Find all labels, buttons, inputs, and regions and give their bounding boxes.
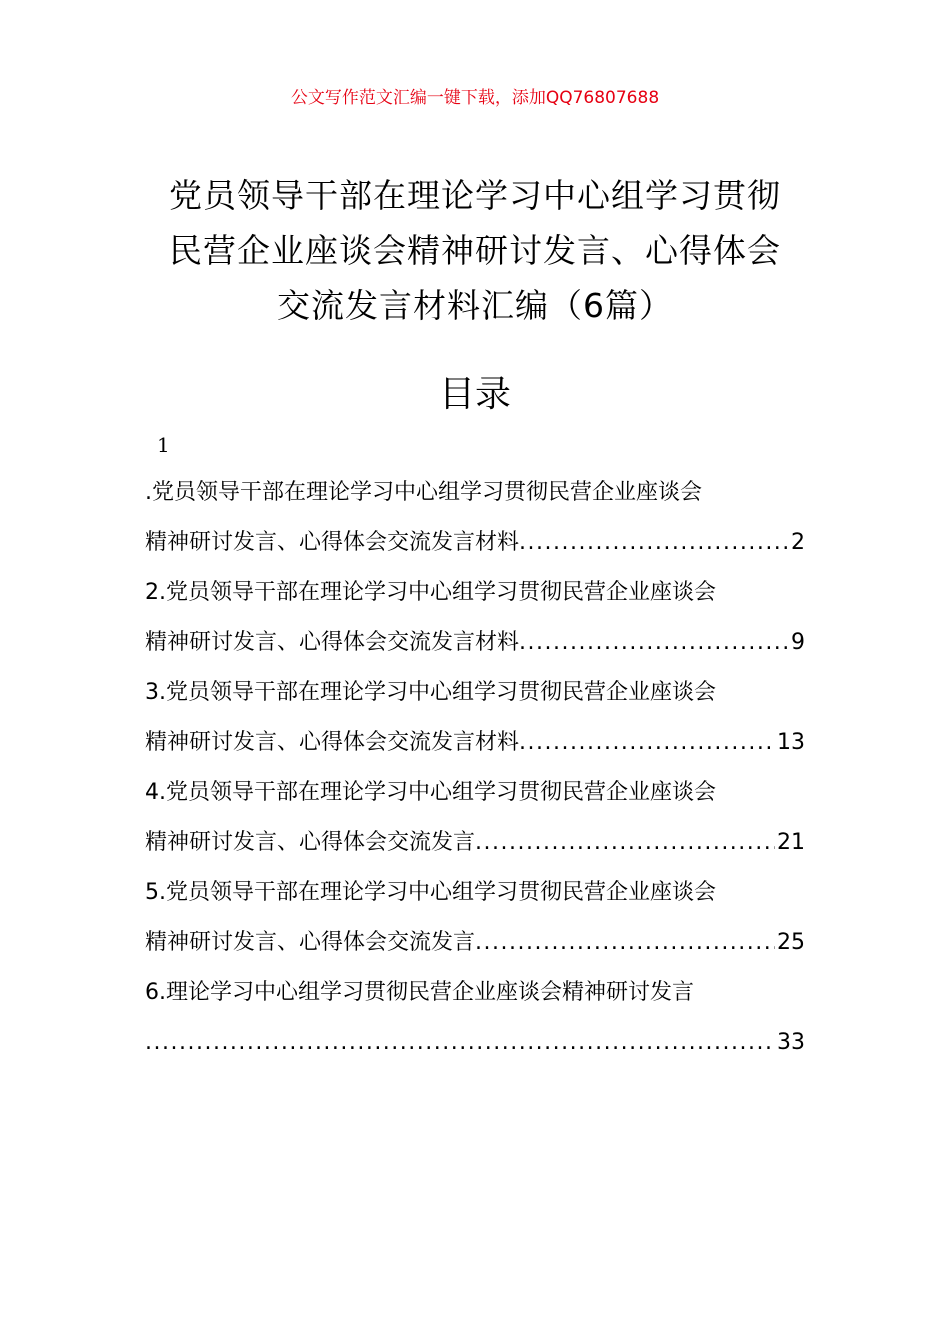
toc-entry-title: 3.党员领导干部在理论学习中心组学习贯彻民营企业座谈会 (145, 680, 716, 705)
toc-page-number: 21 (777, 830, 805, 855)
toc-entry[interactable] (145, 868, 805, 968)
toc-leader-dots (519, 518, 789, 568)
toc-heading: 目录 (438, 374, 511, 415)
toc-leader-dots (519, 618, 789, 668)
toc-entry-title: 4.党员领导干部在理论学习中心组学习贯彻民营企业座谈会 (145, 780, 716, 805)
toc-entry-title: .党员领导干部在理论学习中心组学习贯彻民营企业座谈会 (145, 480, 702, 505)
toc-page-number: 9 (791, 630, 805, 655)
toc-entry[interactable] (145, 568, 805, 668)
toc-entry-title-cont: 精神研讨发言、心得体会交流发言 (145, 930, 476, 955)
toc-entry[interactable] (145, 668, 805, 768)
toc-entry-title-cont: 精神研讨发言、心得体会交流发言 (145, 830, 476, 855)
header-note: 公文写作范文汇编一键下载，添加QQ76807688 (290, 88, 660, 108)
toc-page-number: 2 (791, 530, 805, 555)
toc-entry[interactable] (145, 768, 805, 868)
toc-leader-dots (475, 918, 775, 968)
toc-entry-title: 5.党员领导干部在理论学习中心组学习贯彻民营企业座谈会 (145, 880, 716, 905)
title-line: 交流发言材料汇编（6篇） (277, 286, 673, 325)
toc-entry-title-cont: 精神研讨发言、心得体会交流发言材料 (145, 730, 520, 755)
toc-entry-title: 6.理论学习中心组学习贯彻民营企业座谈会精神研讨发言 (145, 980, 694, 1005)
toc-page-number: 13 (777, 730, 805, 755)
toc-entry-title: 2.党员领导干部在理论学习中心组学习贯彻民营企业座谈会 (145, 580, 716, 605)
toc-entry-title-cont: 精神研讨发言、心得体会交流发言材料 (145, 630, 520, 655)
document-title (140, 168, 810, 333)
toc-leader-dots (145, 1018, 775, 1068)
toc-leader-dots (519, 718, 775, 768)
toc-page-number: 25 (777, 930, 805, 955)
title-line: 党员领导干部在理论学习中心组学习贯彻 (169, 176, 781, 215)
toc-page-number: 33 (777, 1030, 805, 1055)
toc-entry[interactable] (145, 468, 805, 568)
toc-entry[interactable] (145, 968, 805, 1068)
title-line: 民营企业座谈会精神研讨发言、心得体会 (169, 231, 781, 270)
toc-entry-title-cont: 精神研讨发言、心得体会交流发言材料 (145, 530, 520, 555)
toc-stray-number: 1 (157, 433, 170, 457)
toc-list (145, 468, 805, 1068)
toc-leader-dots (475, 818, 775, 868)
